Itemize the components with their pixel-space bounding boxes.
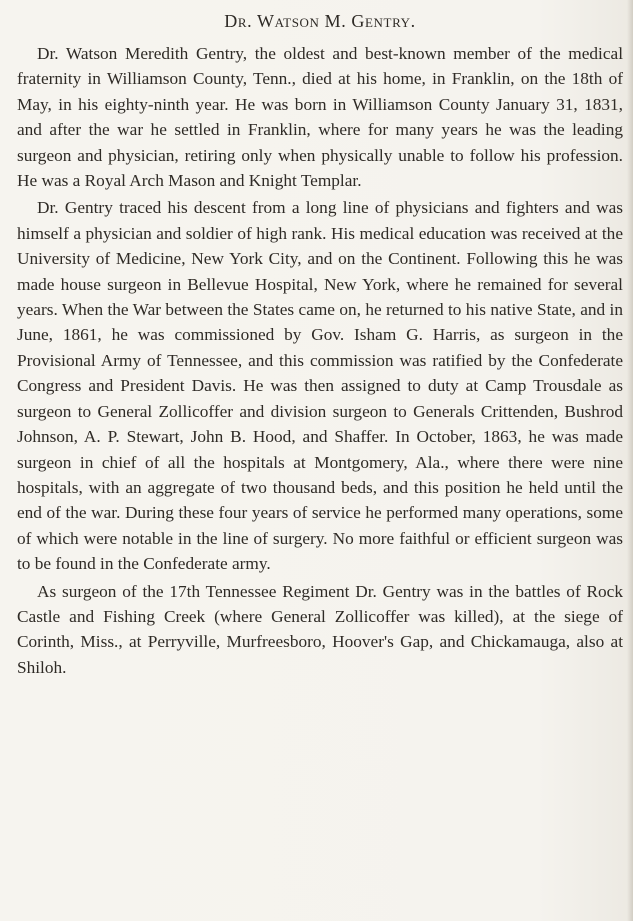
- page-edge-shadow: [627, 0, 633, 921]
- paragraph-2: Dr. Gentry traced his descent from a long line of physicians and fighters and was himself a physician and soldier of high rank. His medical education was received at the University of Medicine, New York City, and on the Continent. Following this he was made house surgeon in Bellevue Hospital, New York, where he remained for several years. When the War between the States came on, he returned to his native State, and in June, 1861, he was commissioned by Gov. Isham G. Harris, as surgeon in the Provisional Army of Tennessee, and this commission was ratified by the Confederate Congress and President Davis. He was then assigned to duty at Camp Trousdale as surgeon to General Zollicoffer and division surgeon to Generals Crittenden, Bushrod Johnson, A. P. Stewart, John B. Hood, and Shaffer. In October, 1863, he was made surgeon in chief of all the hospitals at Montgomery, Ala., where there were nine hospitals, with an aggregate of two thousand beds, and this position he held until the end of the war. During these four years of service he performed many operations, some of which were notable in the line of surgery. No more faithful or efficient surgeon was to be found in the Confederate army.: [17, 198, 623, 574]
- paragraph-1: Dr. Watson Meredith Gentry, the oldest and best-known member of the medical fraternity in Williamson County, Tenn., died at his home, in Franklin, on the 18th of May, in his eighty-ninth year. He was born in Williamson County January 31, 1831, and after the war he settled in Franklin, where for many years he was the leading surgeon and physician, retiring only when physically unable to follow his profession. He was a Royal Arch Mason and Knight Templar.: [17, 44, 623, 191]
- article-title: Dr. Watson M. Gentry.: [224, 11, 416, 31]
- paragraph-3: As surgeon of the 17th Tennessee Regiment Dr. Gentry was in the battles of Rock Castle and Fishing Creek (where General Zollicoffer was killed), at the siege of Corinth, Miss., at Perryville, Murfreesboro, Hoover's Gap, and Chickamauga, also at Shiloh.: [17, 581, 623, 677]
